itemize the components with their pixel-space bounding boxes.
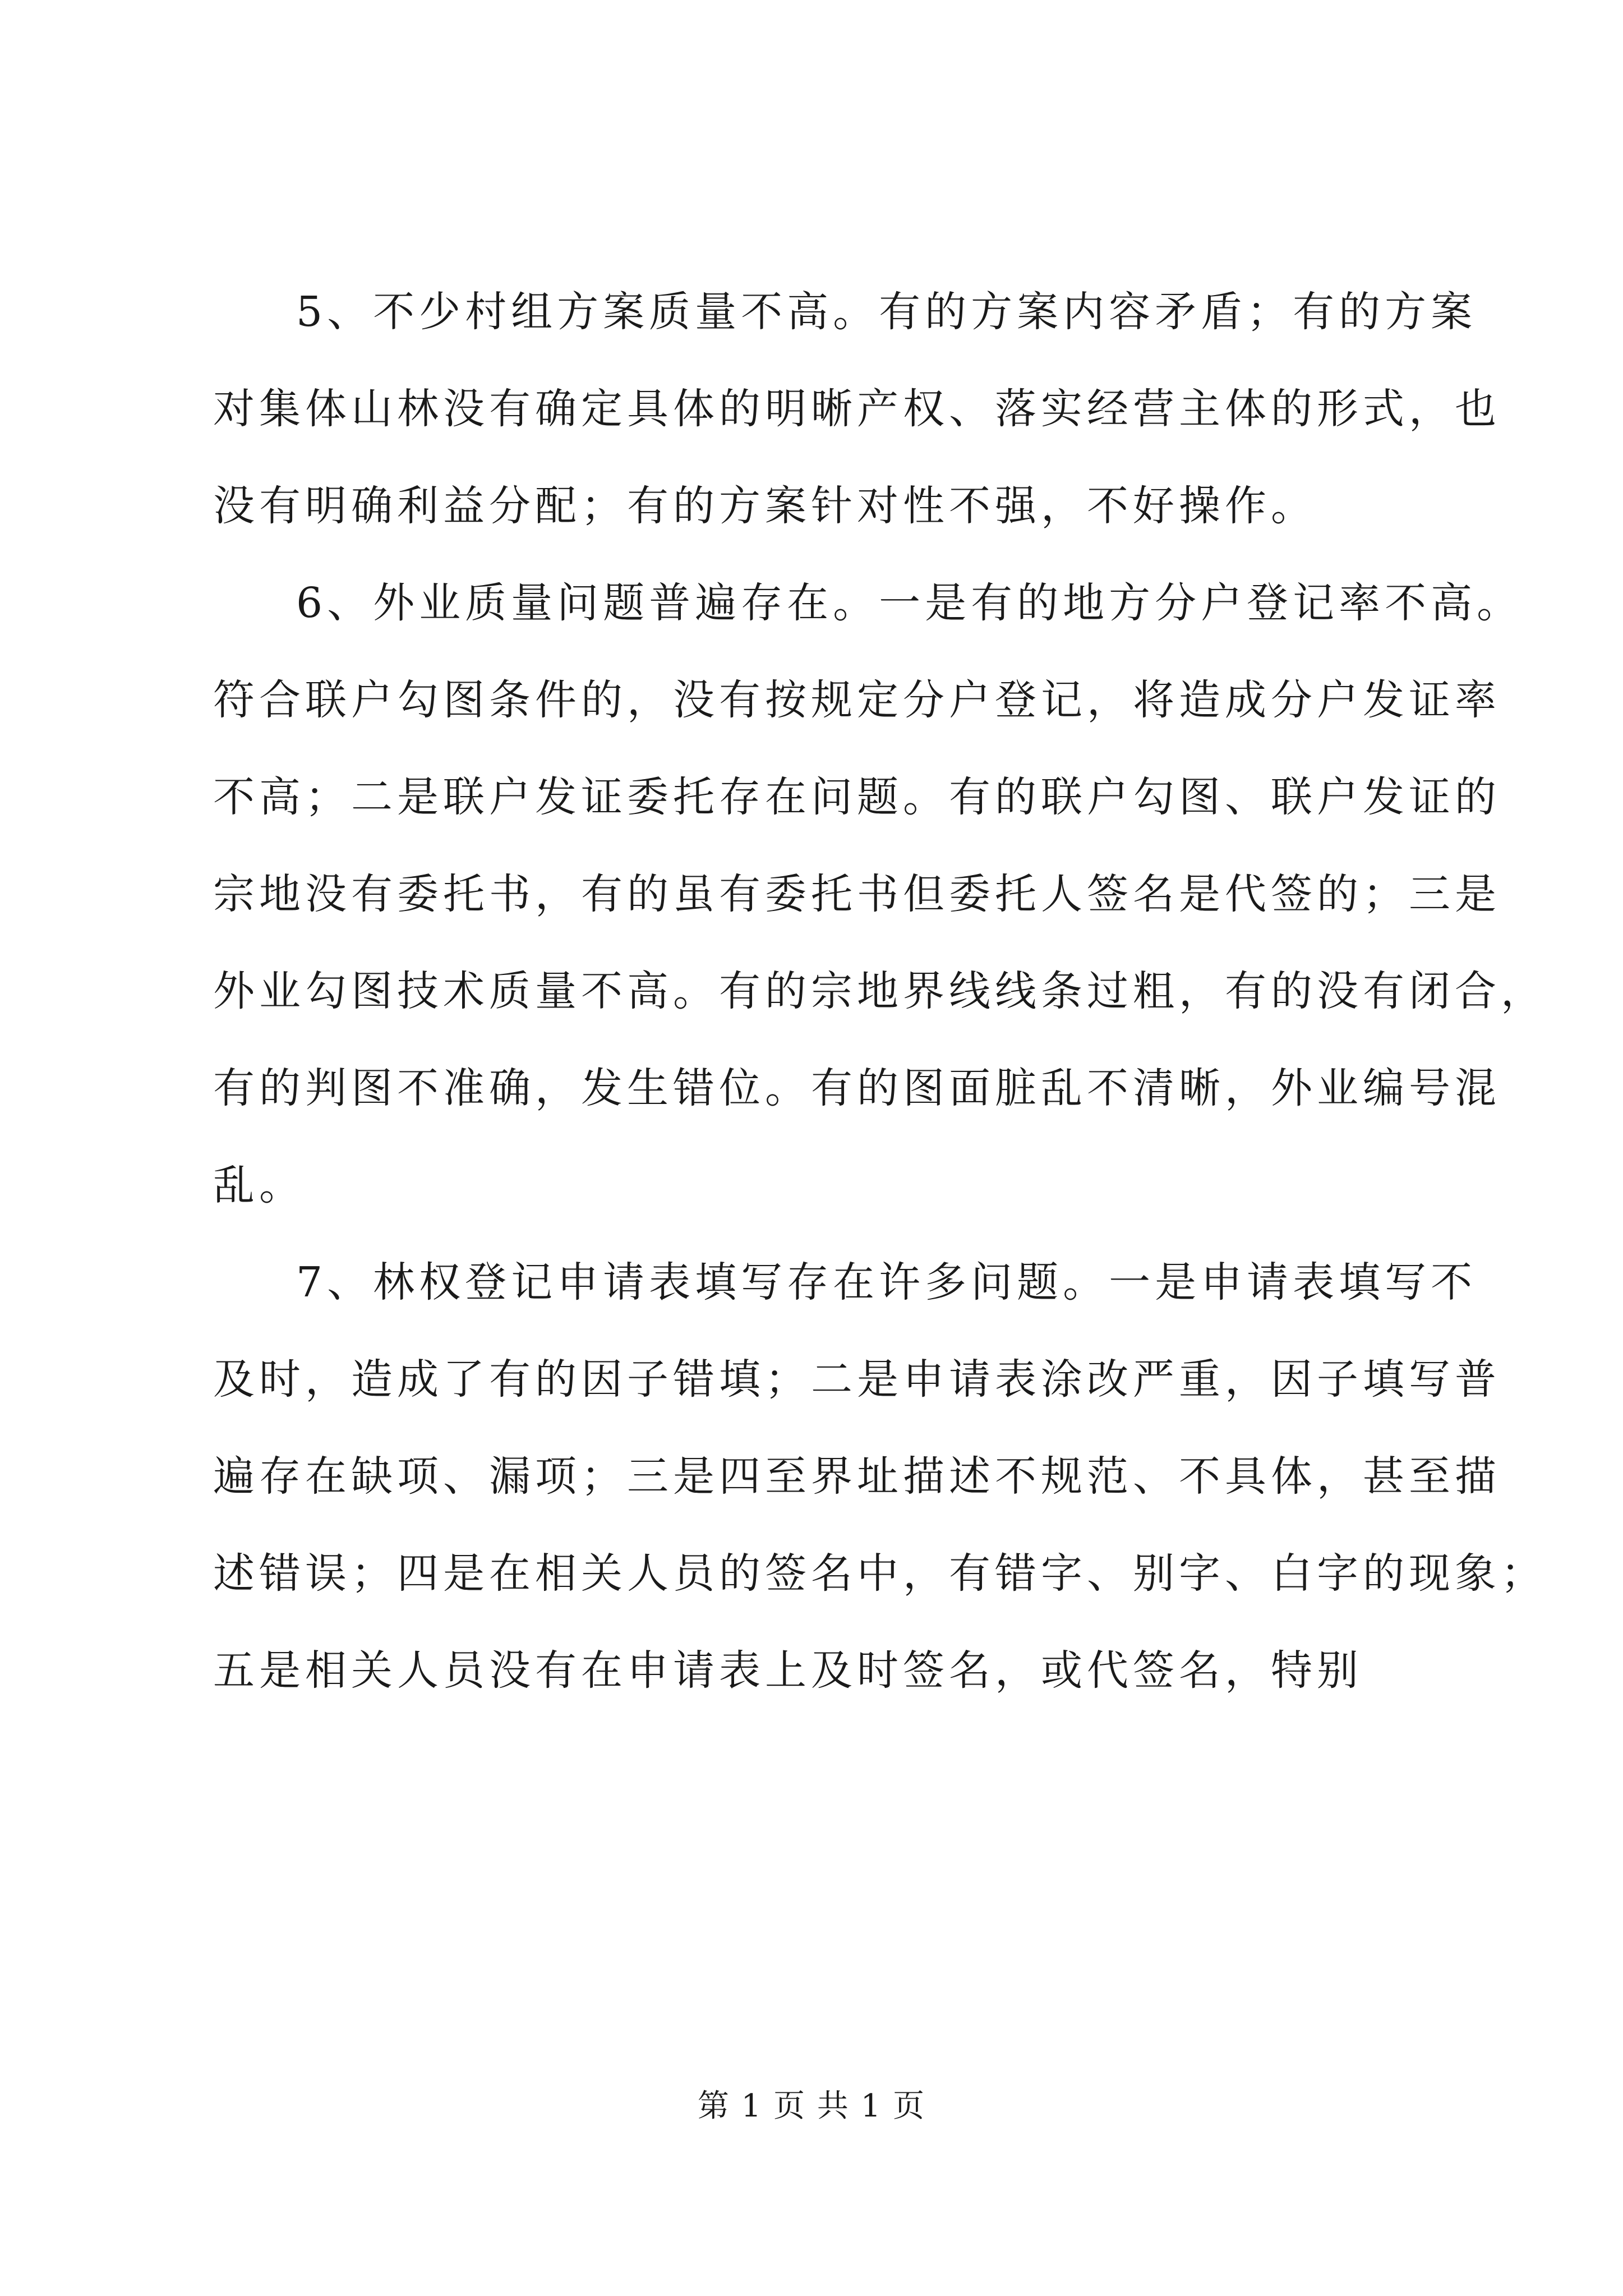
text-line: 7、林权登记申请表填写存在许多问题。一是申请表填写不 xyxy=(296,1258,1477,1306)
paragraph-5 xyxy=(213,264,1501,555)
text-line: 乱。 xyxy=(213,1161,305,1209)
text-line: 外业勾图技术质量不高。有的宗地界线线条过粗，有的没有闭合， xyxy=(213,967,1547,1015)
text-line: 遍存在缺项、漏项；三是四至界址描述不规范、不具体，甚至描 xyxy=(213,1452,1501,1501)
text-line: 及时，造成了有的因子错填；二是申请表涂改严重，因子填写普 xyxy=(213,1355,1501,1404)
text-line: 5、不少村组方案质量不高。有的方案内容矛盾；有的方案 xyxy=(296,288,1477,336)
text-line: 宗地没有委托书，有的虽有委托书但委托人签名是代签的；三是 xyxy=(213,870,1501,918)
text-line: 6、外业质量问题普遍存在。一是有的地方分户登记率不高。 xyxy=(296,579,1523,627)
paragraph-6 xyxy=(213,555,1547,1234)
text-line: 不高；二是联户发证委托存在问题。有的联户勾图、联户发证的 xyxy=(213,773,1501,821)
text-line: 符合联户勾图条件的，没有按规定分户登记，将造成分户发证率 xyxy=(213,676,1501,724)
paragraph-7 xyxy=(213,1234,1547,1719)
text-line: 有的判图不准确，发生错位。有的图面脏乱不清晰，外业编号混 xyxy=(213,1064,1501,1112)
text-line: 五是相关人员没有在申请表上及时签名，或代签名，特别 xyxy=(213,1646,1363,1695)
text-line: 述错误；四是在相关人员的签名中，有错字、别字、白字的现象； xyxy=(213,1549,1547,1598)
text-line: 对集体山林没有确定具体的明晰产权、落实经营主体的形式，也 xyxy=(213,385,1501,433)
text-line: 没有明确利益分配；有的方案针对性不强，不好操作。 xyxy=(213,482,1317,530)
page-number-footer: 第 1 页 共 1 页 xyxy=(697,2088,926,2124)
document-body xyxy=(213,264,1547,1719)
